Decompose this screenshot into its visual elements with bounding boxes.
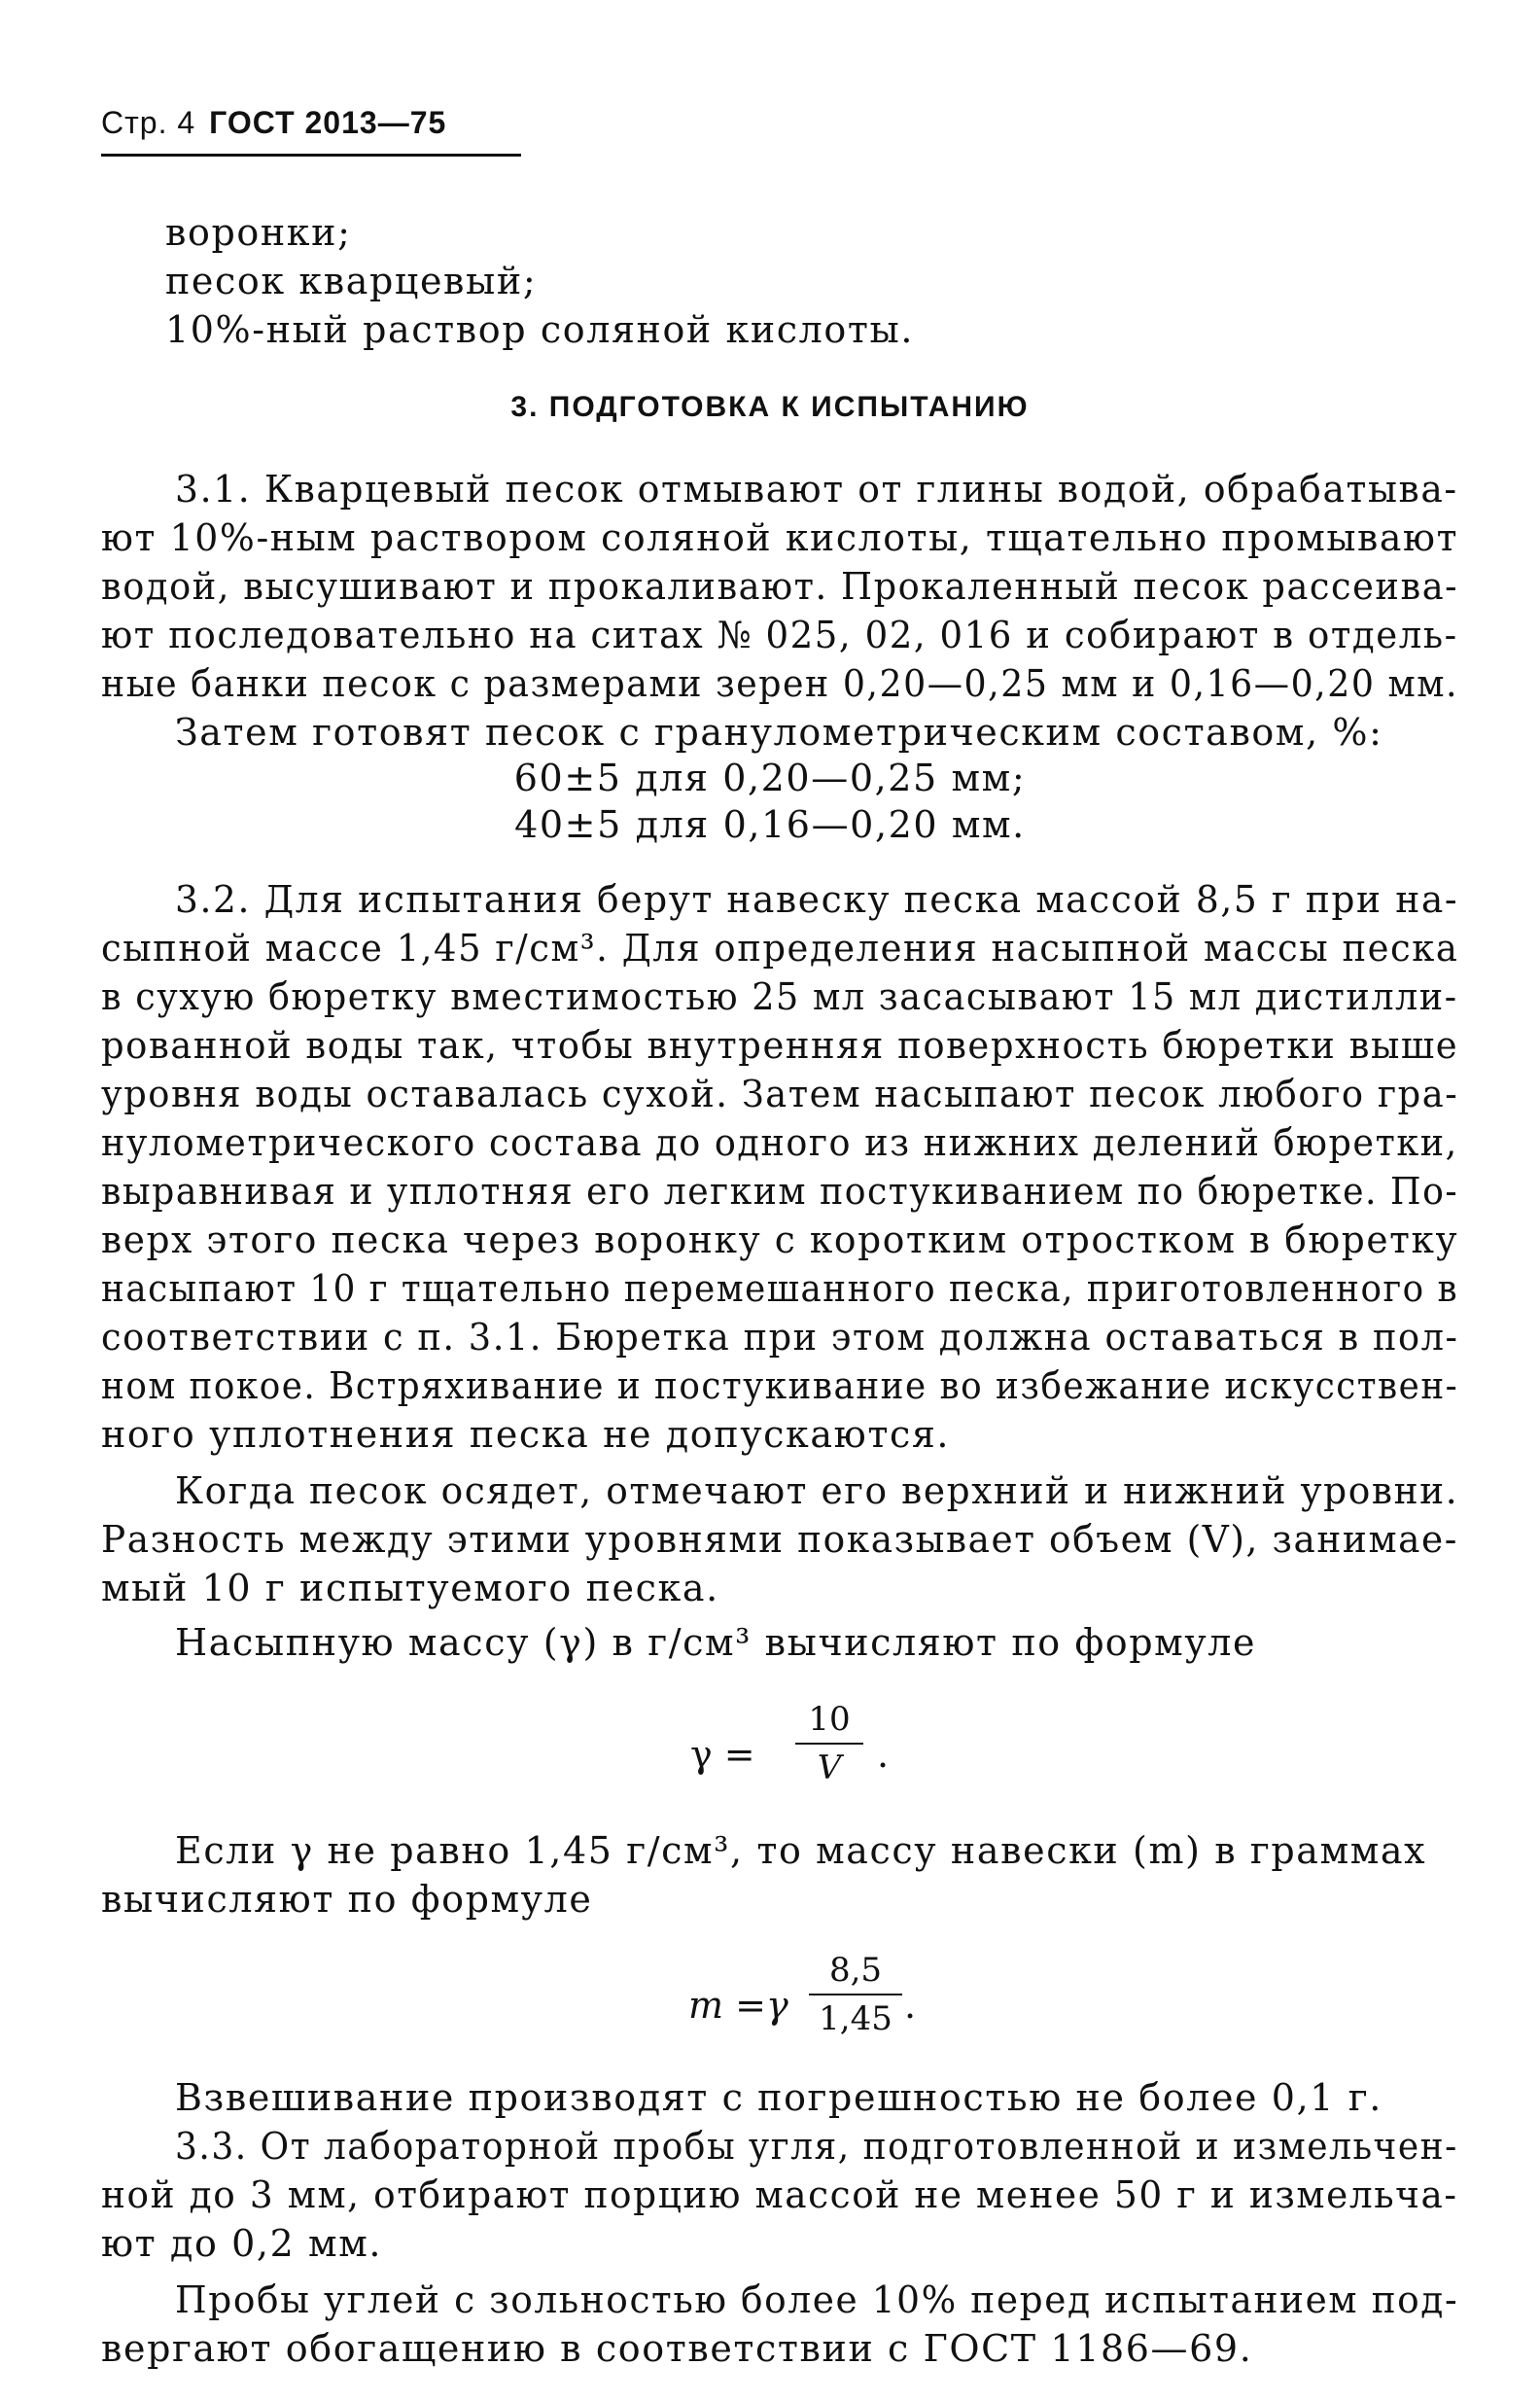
paragraph-line: Разность между этими уровнями показывает объем (V), занимае- <box>101 1518 1459 1561</box>
paragraph-line: ют 10%-ным раствором соляной кислоты, тщательно промывают <box>101 516 1459 559</box>
formula-numerator: 8,5 <box>828 1951 883 1990</box>
paragraph-line: вычисляют по формуле <box>101 1878 593 1921</box>
paragraph-line: ного уплотнения песка не допускаются. <box>101 1413 951 1456</box>
fraction-bar <box>809 1994 902 1995</box>
equipment-item: воронки; <box>165 211 352 254</box>
paragraph-line: ют до 0,2 мм. <box>101 2222 383 2265</box>
formula-lhs: m =γ <box>688 1984 788 2027</box>
composition-line: 60±5 для 0,20—0,25 мм; <box>513 757 1027 799</box>
formula-tail: . <box>877 1733 890 1776</box>
paragraph-line: верх этого песка через воронку с коротким отростком в бюретку <box>101 1218 1459 1261</box>
paragraph-line: в сухую бюретку вместимостью 25 мл засасывают 15 мл дистилли- <box>101 975 1458 1018</box>
paragraph-line: ной до 3 мм, отбирают порцию массой не менее 50 г и измельча- <box>101 2173 1458 2216</box>
paragraph-line: водой, высушивают и прокаливают. Прокаленный песок рассеива- <box>101 565 1459 608</box>
paragraph-line: Пробы углей с зольностью более 10% перед испытанием под- <box>175 2278 1459 2321</box>
paragraph-line: насыпают 10 г тщательно перемешанного песка, приготовленного в <box>101 1267 1459 1310</box>
formula-numerator: 10 <box>808 1700 851 1739</box>
paragraph-line: рованной воды так, чтобы внутренняя поверхность бюретки выше <box>101 1024 1459 1067</box>
section-title: 3. ПОДГОТОВКА К ИСПЫТАНИЮ <box>510 391 1030 423</box>
paragraph-line: Насыпную массу (γ) в г/см³ вычисляют по формуле <box>175 1621 1257 1664</box>
paragraph-line: 3.1. Кварцевый песок отмывают от глины водой, обрабатыва- <box>175 468 1458 511</box>
paragraph-line: соответствии с п. 3.1. Бюретка при этом должна оставаться в пол- <box>101 1316 1459 1359</box>
formula-fraction <box>795 1700 863 1787</box>
fraction-bar <box>795 1743 863 1745</box>
formula-fraction <box>809 1951 902 2038</box>
paragraph-line: Взвешивание производят с погрешностью не более 0,1 г. <box>175 2076 1382 2119</box>
formula-denominator: 1,45 <box>819 1999 892 2038</box>
formula-mass <box>671 1945 982 2062</box>
paragraph-line: 3.3. От лабораторной пробы угля, подготовленной и измельчен- <box>175 2125 1458 2168</box>
header-rule <box>101 154 521 157</box>
formula-denominator: V <box>817 1748 842 1787</box>
page-header <box>101 105 446 141</box>
paragraph-line: Когда песок осядет, отмечают его верхний и нижний уровни. <box>175 1469 1459 1512</box>
paragraph-line: ют последовательно на ситах № 025, 02, 016 и собирают в отдель- <box>101 614 1458 656</box>
paragraph-line: сыпной массе 1,45 г/см³. Для определения насыпной массы песка <box>101 927 1459 970</box>
paragraph-line: вергают обогащению в соответствии с ГОСТ 1186—69. <box>101 2327 1253 2370</box>
page-number: Стр. 4 <box>101 105 196 140</box>
formula-tail: . <box>904 1984 917 2027</box>
paragraph-line: уровня воды оставалась сухой. Затем насыпают песок любого гра- <box>101 1073 1459 1115</box>
equipment-item: песок кварцевый; <box>165 260 538 302</box>
paragraph-line: мый 10 г испытуемого песка. <box>101 1567 719 1609</box>
paragraph-line: выравнивая и уплотняя его легким постукиванием по бюретке. По- <box>101 1170 1459 1213</box>
formula-gamma <box>671 1692 962 1809</box>
paragraph-line: Если γ не равно 1,45 г/см³, то массу навески (m) в граммах <box>175 1829 1427 1872</box>
standard-number: ГОСТ 2013—75 <box>209 105 447 140</box>
paragraph-line: ном покое. Встряхивание и постукивание во избежание искусствен- <box>101 1364 1459 1407</box>
paragraph-line: 3.2. Для испытания берут навеску песка массой 8,5 г при на- <box>175 878 1459 921</box>
equipment-item: 10%-ный раствор соляной кислоты. <box>165 308 915 351</box>
formula-lhs: γ = <box>690 1733 755 1776</box>
paragraph-line: Затем готовят песок с гранулометрическим составом, %: <box>175 711 1383 754</box>
composition-line: 40±5 для 0,16—0,20 мм. <box>514 803 1026 846</box>
paragraph-line: ные банки песок с размерами зерен 0,20—0,25 мм и 0,16—0,20 мм. <box>101 662 1459 705</box>
paragraph-line: нулометрического состава до одного из нижних делений бюретки, <box>101 1121 1458 1164</box>
